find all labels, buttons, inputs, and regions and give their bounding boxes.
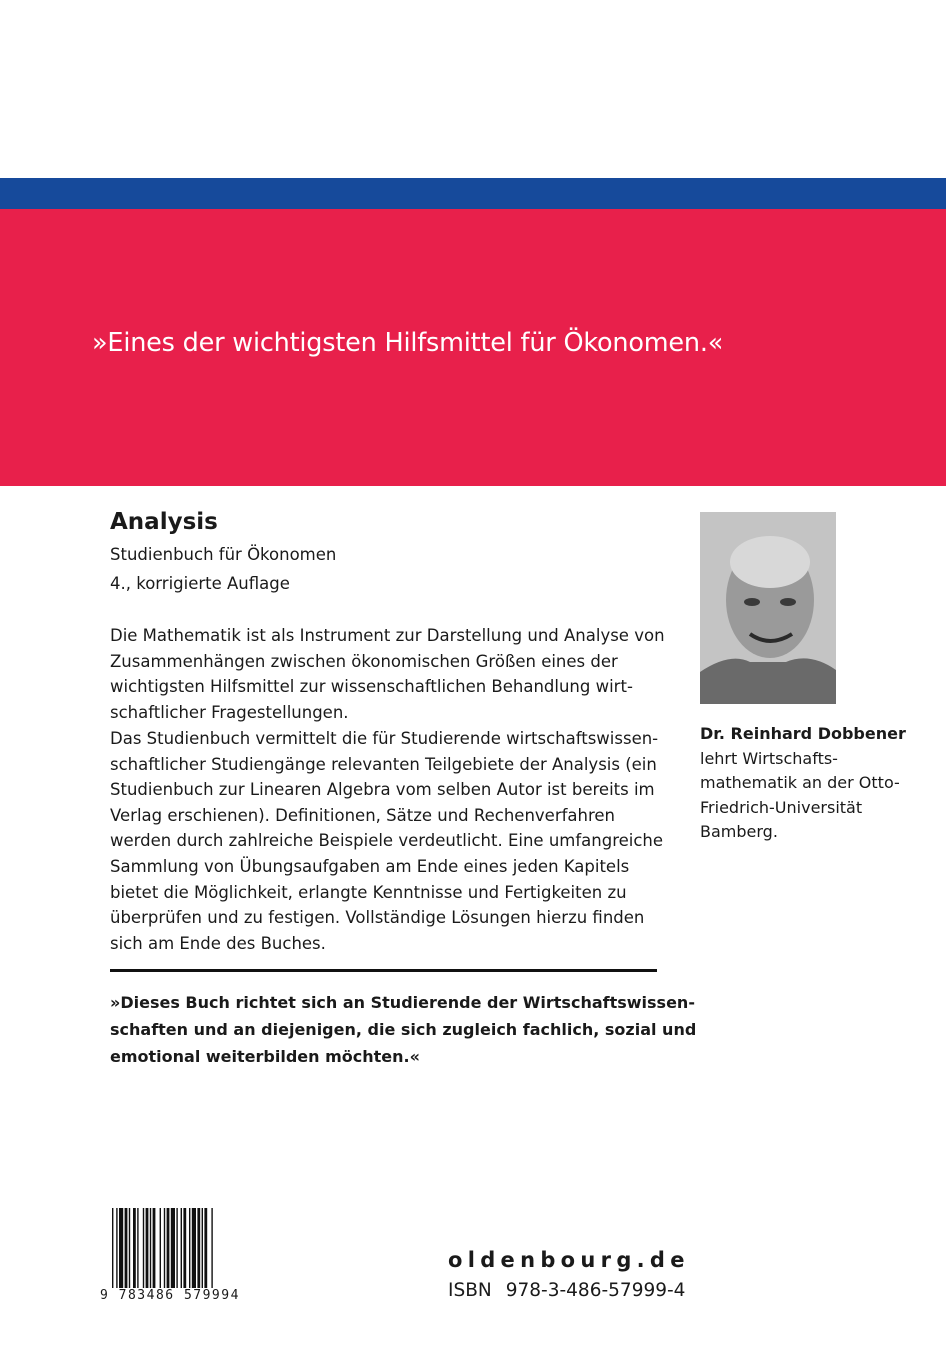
headline-quote: »Eines der wichtigsten Hilfsmittel für Ökonomen.« bbox=[92, 328, 724, 358]
text-line: schaftlicher Studiengänge relevanten Teilgebiete der Analysis (ein bbox=[110, 754, 657, 774]
barcode-digits: 9 783486 579994 bbox=[100, 1288, 240, 1303]
book-title: Analysis bbox=[110, 509, 218, 535]
publisher-website: oldenbourg.de bbox=[448, 1248, 690, 1272]
isbn-number: 978-3-486-57999-4 bbox=[505, 1280, 686, 1301]
text-line: überprüfen und zu festigen. Vollständige Lösungen hierzu finden bbox=[110, 908, 645, 928]
text-line: Sammlung von Übungsaufgaben am Ende eines jeden Kapitels bbox=[110, 856, 630, 876]
text-line: Verlag erschienen). Definitionen, Sätze und Rechenverfahren bbox=[110, 805, 616, 825]
text-line: Friedrich-Universität bbox=[700, 797, 863, 817]
isbn-barcode bbox=[100, 1208, 250, 1308]
divider bbox=[110, 969, 657, 972]
text-line: lehrt Wirtschafts- bbox=[700, 748, 838, 768]
author-info bbox=[700, 722, 906, 845]
text-line: »Dieses Buch richtet sich an Studierende der Wirtschaftswissen- bbox=[110, 993, 695, 1012]
isbn-label: ISBN bbox=[448, 1280, 492, 1301]
text-line: schaften und an diejenigen, die sich zugleich fachlich, sozial und bbox=[110, 1020, 697, 1039]
author-photo bbox=[700, 512, 836, 704]
description-paragraph-1 bbox=[110, 623, 665, 725]
book-edition: 4., korrigierte Auflage bbox=[110, 574, 290, 593]
text-line: wichtigsten Hilfsmittel zur wissenschaftlichen Behandlung wirt- bbox=[110, 677, 633, 697]
author-name: Dr. Reinhard Dobbener bbox=[700, 724, 906, 743]
text-line: mathematik an der Otto- bbox=[700, 773, 900, 792]
book-subtitle: Studienbuch für Ökonomen bbox=[110, 545, 337, 564]
text-line: Bamberg. bbox=[700, 822, 778, 841]
text-line: Studienbuch zur Linearen Algebra vom selben Autor ist bereits im bbox=[110, 780, 655, 800]
text-line: schaftlicher Fragestellungen. bbox=[110, 702, 349, 722]
text-line: Das Studienbuch vermittelt die für Studierende wirtschaftswissen- bbox=[110, 729, 659, 748]
text-line: werden durch zahlreiche Beispiele verdeutlicht. Eine umfangreiche bbox=[110, 831, 664, 851]
blue-band bbox=[0, 178, 946, 209]
review-quote bbox=[110, 989, 696, 1070]
text-line: sich am Ende des Buches. bbox=[110, 933, 326, 953]
isbn bbox=[448, 1280, 685, 1301]
description-paragraph-2 bbox=[110, 726, 663, 956]
text-line: Zusammenhängen zwischen ökonomischen Größen eines der bbox=[110, 651, 618, 671]
text-line: Die Mathematik ist als Instrument zur Darstellung und Analyse von bbox=[110, 626, 665, 645]
text-line: emotional weiterbilden möchten.« bbox=[110, 1047, 420, 1066]
text-line: bietet die Möglichkeit, erlangte Kenntnisse und Fertigkeiten zu bbox=[110, 882, 627, 902]
